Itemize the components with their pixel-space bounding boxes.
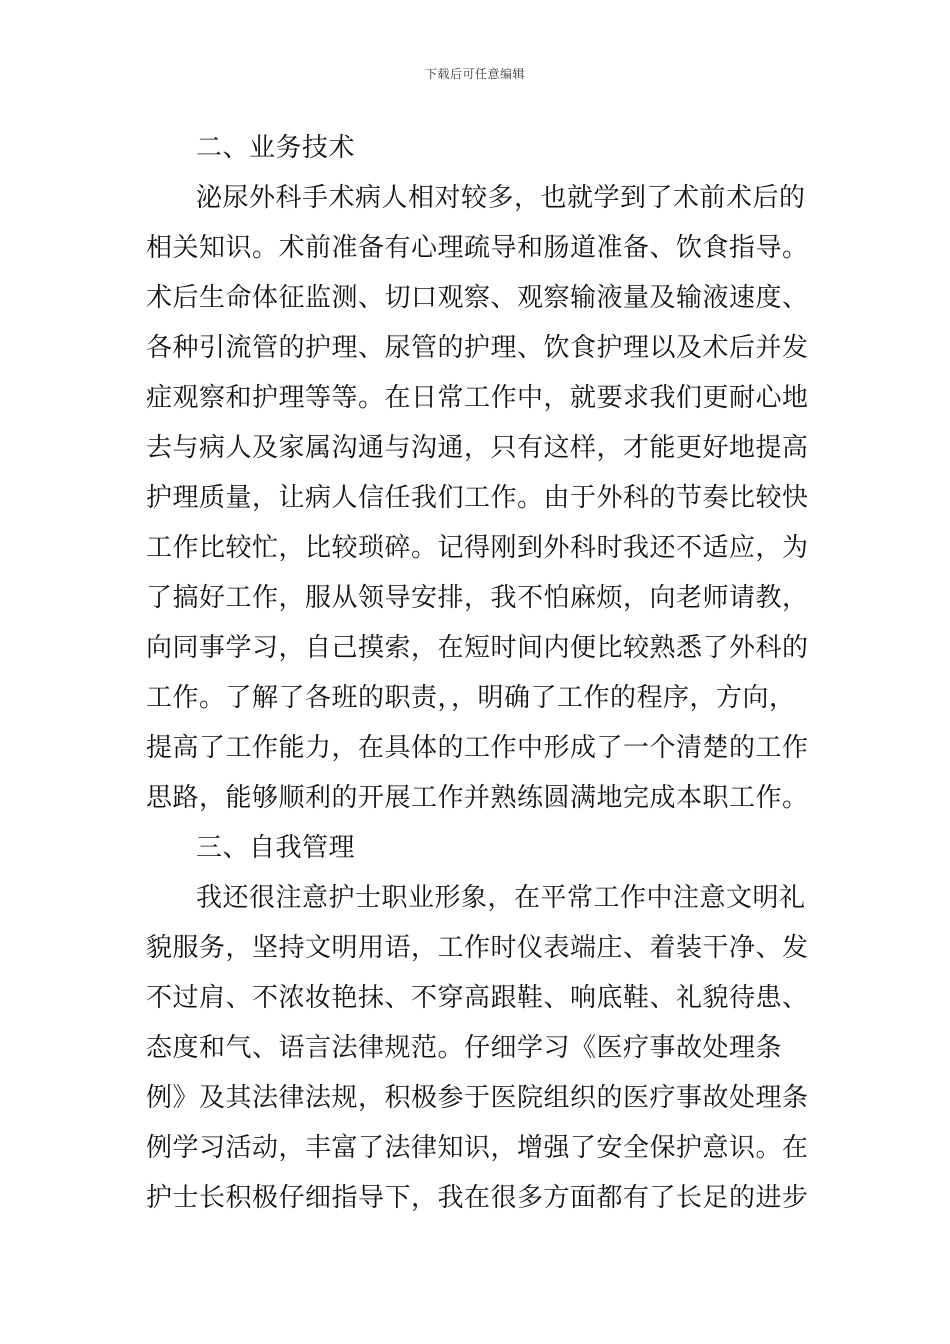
paragraph-line: 貌服务，坚持文明用语，工作时仪表端庄、着装干净、发 <box>146 933 809 963</box>
paragraph-line: 例》及其法律法规，积极参于医院组织的医疗事故处理条 <box>146 1083 809 1113</box>
paragraph-line: 护士长积极仔细指导下，我在很多方面都有了长足的进步 <box>146 1183 809 1213</box>
paragraph-line: 态度和气、语言法律规范。仔细学习《医疗事故处理条 <box>146 1033 783 1063</box>
paragraph-line: 去与病人及家属沟通与沟通，只有这样，才能更好地提高 <box>146 433 809 463</box>
paragraph-line: 泌尿外科手术病人相对较多，也就学到了术前术后的 <box>196 183 806 213</box>
paragraph-line: 相关知识。术前准备有心理疏导和肠道准备、饮食指导。 <box>146 233 809 263</box>
paragraph-line: 各种引流管的护理、尿管的护理、饮食护理以及术后并发 <box>146 333 809 363</box>
body-text <box>146 123 809 1223</box>
header-note: 下载后可任意编辑 <box>424 67 525 81</box>
paragraph-line: 工作比较忙，比较琐碎。记得刚到外科时我还不适应，为 <box>146 533 809 563</box>
paragraph-line: 症观察和护理等等。在日常工作中，就要求我们更耐心地 <box>146 383 809 413</box>
paragraph-line: 不过肩、不浓妆艳抹、不穿高跟鞋、响底鞋、礼貌待患、 <box>146 983 809 1013</box>
paragraph-line: 术后生命体征监测、切口观察、观察输液量及输液速度、 <box>146 283 809 313</box>
paragraph-line: 了搞好工作，服从领导安排，我不怕麻烦，向老师请教， <box>146 583 809 613</box>
paragraph-line: 工作。了解了各班的职责，，明确了工作的程序，方向， <box>146 683 796 713</box>
paragraph-line: 向同事学习，自己摸索，在短时间内便比较熟悉了外科的 <box>146 633 809 663</box>
section-heading-business-skills: 二、业务技术 <box>196 133 356 163</box>
section-heading-self-management: 三、自我管理 <box>196 833 356 863</box>
paragraph-line: 护理质量，让病人信任我们工作。由于外科的节奏比较快 <box>146 483 809 513</box>
paragraph-line: 提高了工作能力，在具体的工作中形成了一个清楚的工作 <box>146 733 809 763</box>
paragraph-line: 思路，能够顺利的开展工作并熟练圆满地完成本职工作。 <box>146 783 809 813</box>
paragraph-line: 我还很注意护士职业形象，在平常工作中注意文明礼 <box>196 883 806 913</box>
paragraph-line: 例学习活动，丰富了法律知识，增强了安全保护意识。在 <box>146 1133 809 1163</box>
